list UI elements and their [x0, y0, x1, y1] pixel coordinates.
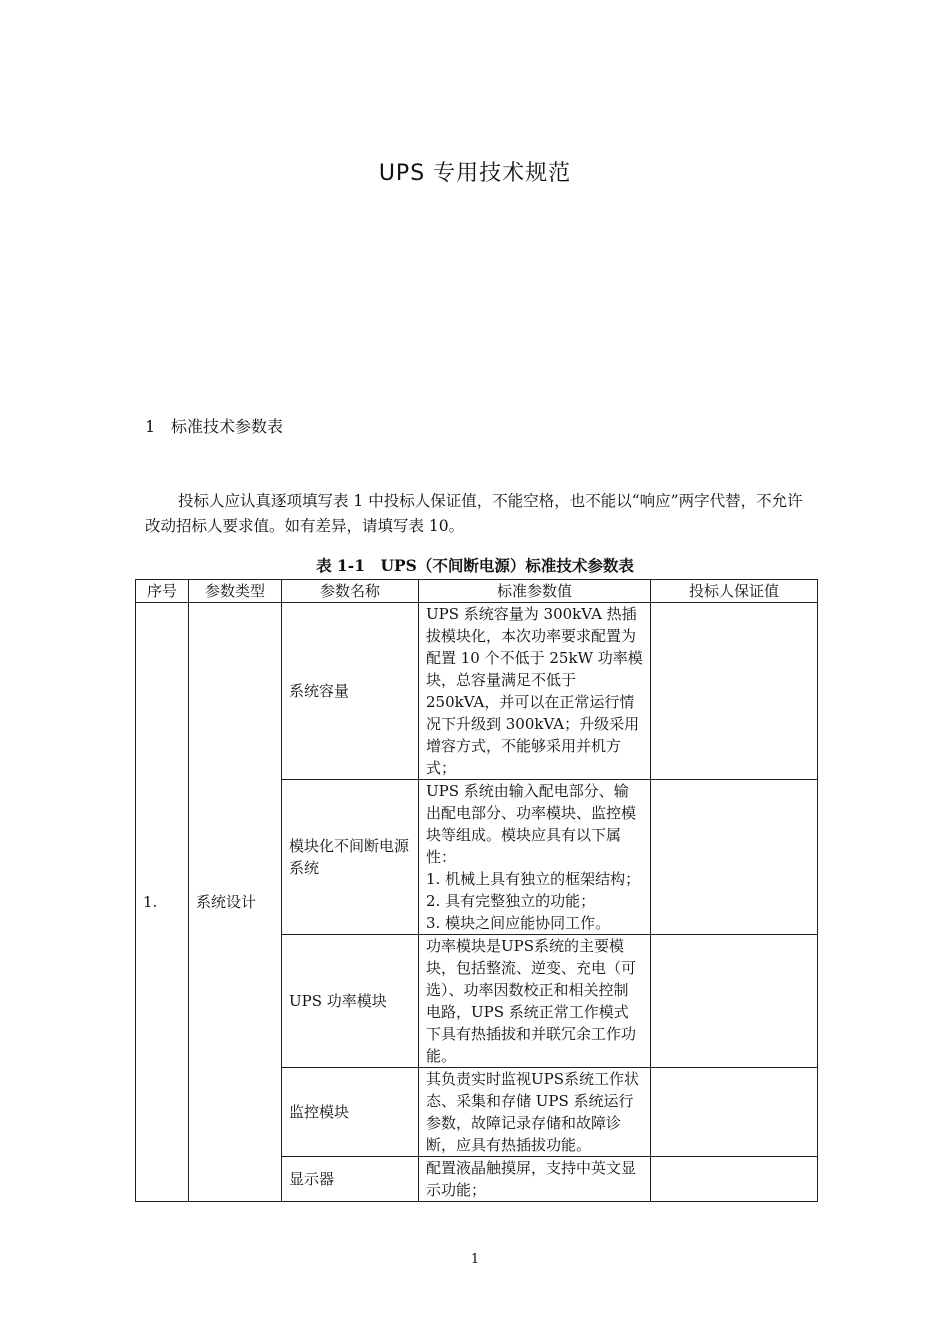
header-standard-value: 标准参数值 — [419, 580, 651, 603]
document-title: UPS 专用技术规范 — [378, 161, 572, 186]
section-title: 标准技术参数表 — [171, 417, 284, 436]
standard-value-cell: UPS 系统由输入配电部分、输出配电部分、功率模块、监控模块等组成。模块应具有以下属性： 1. 机械上具有独立的框架结构； 2. 具有完整独立的功能； 3. 模块之间应能协同工作。 — [419, 780, 651, 935]
param-name-cell: 显示器 — [282, 1157, 419, 1202]
section-heading — [145, 414, 283, 437]
header-category: 参数类型 — [189, 580, 282, 603]
guarantee-cell[interactable] — [651, 1157, 818, 1202]
param-name-cell: 模块化不间断电源系统 — [282, 780, 419, 935]
section-number: 1 — [145, 417, 156, 436]
param-name-cell: 系统容量 — [282, 603, 419, 780]
page-number: 1 — [470, 1252, 480, 1267]
param-name-cell: UPS 功率模块 — [282, 935, 419, 1068]
intro-paragraph: 投标人应认真逐项填写表 1 中投标人保证值，不能空格，也不能以“响应”两字代替，不允许改动招标人要求值。如有差异，请填写表 10。 — [145, 492, 803, 535]
standard-value-cell: 功率模块是UPS系统的主要模块，包括整流、逆变、充电（可选）、功率因数校正和相关控制电路，UPS 系统正常工作模式下具有热插拔和并联冗余工作功能。 — [419, 935, 651, 1068]
header-param-name: 参数名称 — [282, 580, 419, 603]
standard-value-cell: 其负责实时监视UPS系统工作状态、采集和存储 UPS 系统运行参数，故障记录存储和故障诊断，应具有热插拔功能。 — [419, 1068, 651, 1157]
header-guarantee-value: 投标人保证值 — [651, 580, 818, 603]
standard-value-cell: 配置液晶触摸屏，支持中英文显示功能； — [419, 1157, 651, 1202]
table-caption: 表 1-1 UPS（不间断电源）标准技术参数表 — [316, 556, 634, 575]
spec-table — [135, 579, 818, 1202]
header-seq: 序号 — [136, 580, 189, 603]
guarantee-cell[interactable] — [651, 780, 818, 935]
guarantee-cell[interactable] — [651, 603, 818, 780]
table-row — [136, 603, 818, 780]
seq-cell: 1. — [136, 603, 189, 1202]
param-name-cell: 监控模块 — [282, 1068, 419, 1157]
category-cell: 系统设计 — [189, 603, 282, 1202]
table-header-row — [136, 580, 818, 603]
standard-value-cell: UPS 系统容量为 300kVA 热插拔模块化，本次功率要求配置为配置 10 个不低于 25kW 功率模块，总容量满足不低于 250kVA，并可以在正常运行情况下升级到 300kVA；升级采用增容方式，不能够采用并机方式； — [419, 603, 651, 780]
guarantee-cell[interactable] — [651, 1068, 818, 1157]
guarantee-cell[interactable] — [651, 935, 818, 1068]
